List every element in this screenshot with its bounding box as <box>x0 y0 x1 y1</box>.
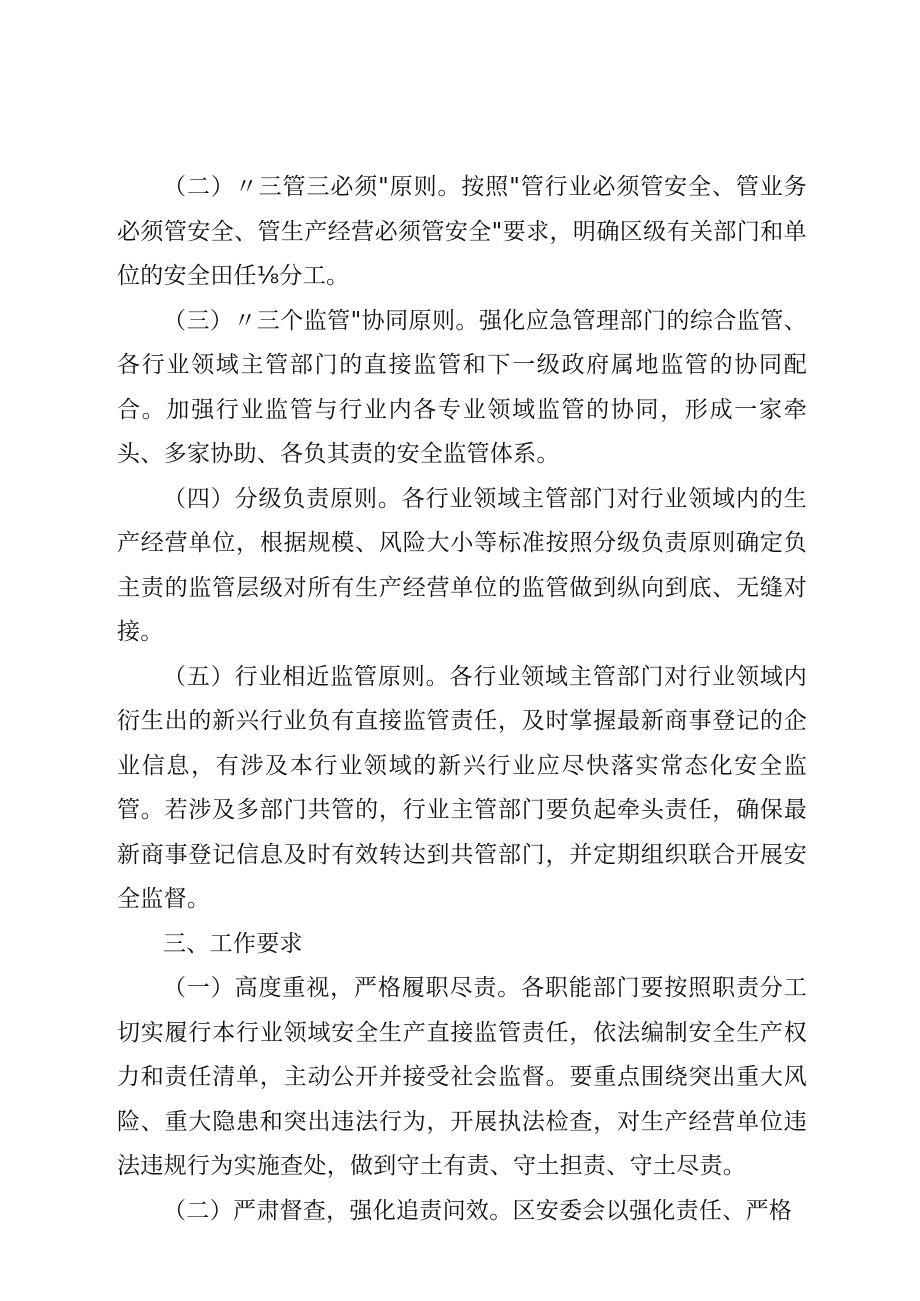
paragraph-principle-5: （五）行业相近监管原则。各行业领域主管部门对行业领域内衍生出的新兴行业负有直接监管责任，及时掌握最新商事登记的企业信息，有涉及本行业领域的新兴行业应尽快落实常态化安全监管。若涉及多部门共管的，行业主管部门要负起牵头责任，确保最新商事登记信息及时有效转达到共管部门，并定期组织联合开展安全监督。 <box>117 663 807 912</box>
paragraph-requirement-1: （一）高度重视，严格履职尽责。各职能部门要按照职责分工切实履行本行业领域安全生产直接监管责任，依法编制安全生产权力和责任清单，主动公开并接受社会监督。要重点围绕突出重大风险、重大隐患和突出违法行为，开展执法检查，对生产经营单位违法违规行为实施查处，做到守土有责、守土担责、守土尽责。 <box>117 975 807 1179</box>
section-heading-work-requirements: 三、工作要求 <box>163 930 303 957</box>
paragraph-principle-2: （二）〃三管三必须"原则。按照"管行业必须管安全、管业务必须管安全、管生产经营必须管安全"要求，明确区级有关部门和单位的安全田任⅛分工。 <box>117 174 807 289</box>
paragraph-principle-3: （三）〃三个监管"协同原则。强化应急管理部门的综合监管、各行业领域主管部门的直接监管和下一级政府属地监管的协同配合。加强行业监管与行业内各专业领域监管的协同，形成一家牵头、多家协助、各负其责的安全监管体系。 <box>117 307 807 467</box>
document-body <box>117 165 807 1233</box>
paragraph-requirement-2: （二）严肃督查，强化追责问效。区安委会以强化责任、严格 <box>163 1197 793 1224</box>
paragraph-principle-4: （四）分级负责原则。各行业领域主管部门对行业领域内的生产经营单位，根据规模、风险大小等标准按照分级负责原则确定负主责的监管层级对所有生产经营单位的监管做到纵向到底、无缝对接。 <box>117 485 807 645</box>
